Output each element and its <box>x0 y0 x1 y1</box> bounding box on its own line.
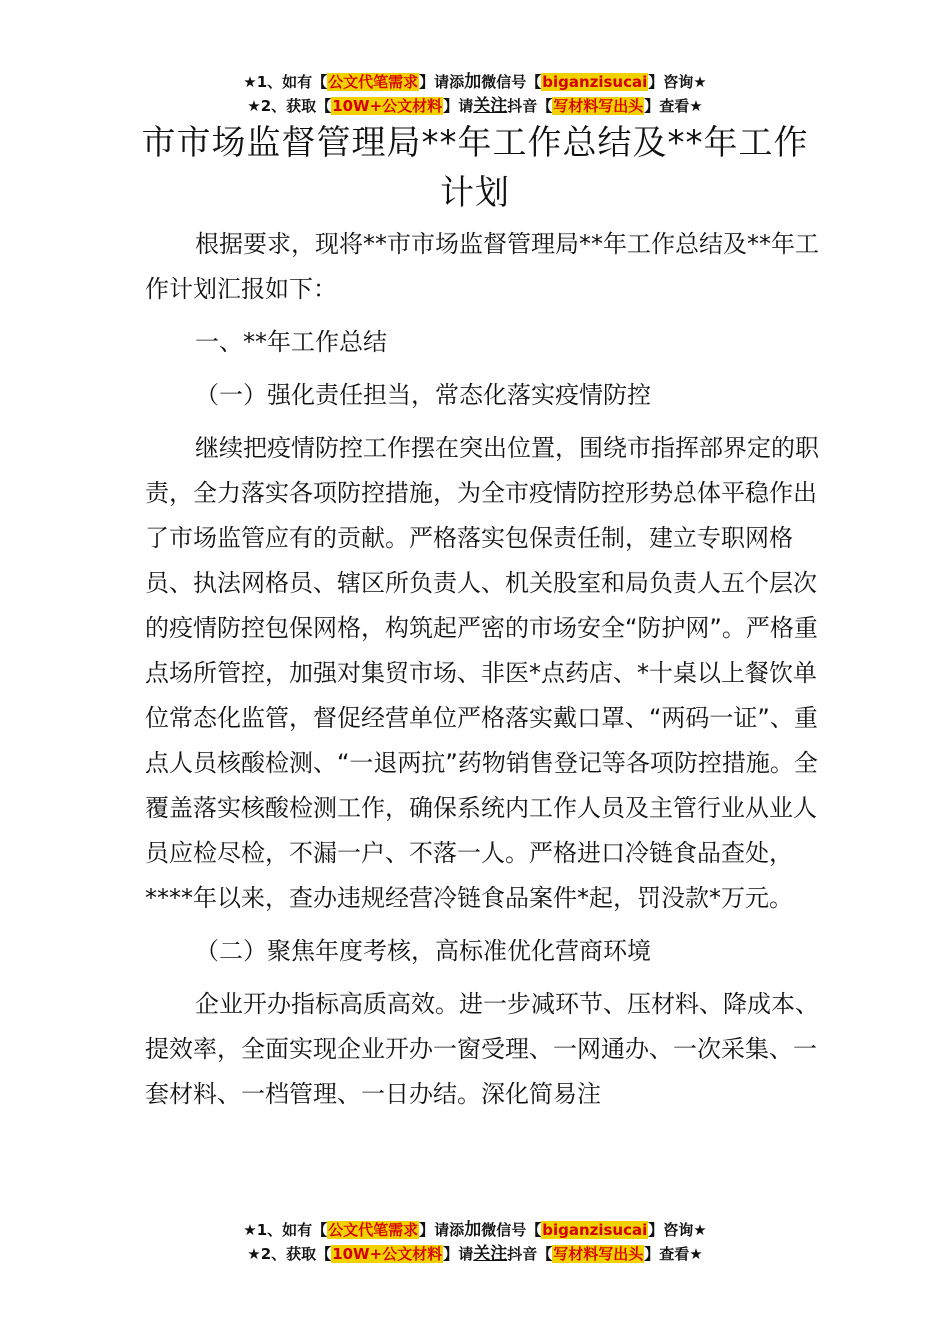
banner-text: ★1、如有【 <box>243 73 328 91</box>
banner-text: 关注 <box>473 1244 508 1264</box>
banner-line-1 <box>0 1218 950 1242</box>
banner-text: 】请 <box>443 97 474 115</box>
highlight-materials: 10W+公文材料 <box>332 97 443 115</box>
banner-text: 加 <box>464 1220 482 1240</box>
document-title: 市市场监督管理局**年工作总结及**年工作计划 <box>141 123 809 213</box>
banner-line-2 <box>0 1242 950 1266</box>
highlight-service: 公文代笔需求 <box>328 1221 419 1239</box>
banner-text: 】请添 <box>419 73 465 91</box>
highlight-wechat-id: biganzisucai <box>542 73 648 91</box>
subsection-heading: （二）聚焦年度考核，高标准优化营商环境 <box>195 937 651 965</box>
document-body <box>145 222 835 1117</box>
banner-text: 微信号【 <box>481 73 542 91</box>
banner-text: 加 <box>464 72 482 92</box>
banner-text: 】请 <box>443 1245 474 1263</box>
paragraph-epidemic-control: 继续把疫情防控工作摆在突出位置，围绕市指挥部界定的职责，全力落实各项防控措施，为全市疫情防控形势总体平稳作出了市场监管应有的贡献。严格落实包保责任制，建立专职网格员、执法网格员、辖区所负责人、机关股室和局负责人五个层次的疫情防控包保网格，构筑起严密的市场安全“防护网”。严格重点场所管控，加强对集贸市场、非医*点药店、*十桌以上餐饮单位常态化监管，督促经营单位严格落实戴口罩、“两码一证”、重点人员核酸检测、“一退两抗”药物销售登记等各项防控措施。全覆盖落实核酸检测工作，确保系统内工作人员及主管行业从业人员应检尽检，不漏一户、不落一人。严格进口冷链食品查处，****年以来，查办违规经营冷链食品案件*起，罚没款*万元。 <box>145 434 819 912</box>
highlight-materials: 10W+公文材料 <box>332 1245 443 1263</box>
section-heading: 一、**年工作总结 <box>195 328 387 356</box>
banner-text: ★1、如有【 <box>243 1221 328 1239</box>
banner-text: 】请添 <box>419 1221 465 1239</box>
header-banner <box>0 70 950 118</box>
banner-text: ★2、获取【 <box>247 97 332 115</box>
banner-text: ★2、获取【 <box>247 1245 332 1263</box>
paragraph-intro: 根据要求，现将**市市场监督管理局**年工作总结及**年工作计划汇报如下： <box>145 230 819 303</box>
highlight-douyin: 写材料写出头 <box>553 1245 644 1263</box>
banner-line-2 <box>0 94 950 118</box>
banner-text: 抖音【 <box>507 97 553 115</box>
highlight-douyin: 写材料写出头 <box>553 97 644 115</box>
banner-text: 关注 <box>473 96 508 116</box>
banner-text: 】咨询★ <box>648 73 707 91</box>
banner-text: 微信号【 <box>481 1221 542 1239</box>
banner-text: 】查看★ <box>644 97 703 115</box>
paragraph-business-environment: 企业开办指标高质高效。进一步减环节、压材料、降成本、提效率，全面实现企业开办一窗受理、一网通办、一次采集、一套材料、一档管理、一日办结。深化简易注 <box>145 990 819 1108</box>
highlight-wechat-id: biganzisucai <box>542 1221 648 1239</box>
footer-banner <box>0 1218 950 1266</box>
banner-text: 】咨询★ <box>648 1221 707 1239</box>
banner-text: 抖音【 <box>507 1245 553 1263</box>
subsection-heading: （一）强化责任担当，常态化落实疫情防控 <box>195 381 651 409</box>
banner-line-1 <box>0 70 950 94</box>
banner-text: 】查看★ <box>644 1245 703 1263</box>
highlight-service: 公文代笔需求 <box>328 73 419 91</box>
